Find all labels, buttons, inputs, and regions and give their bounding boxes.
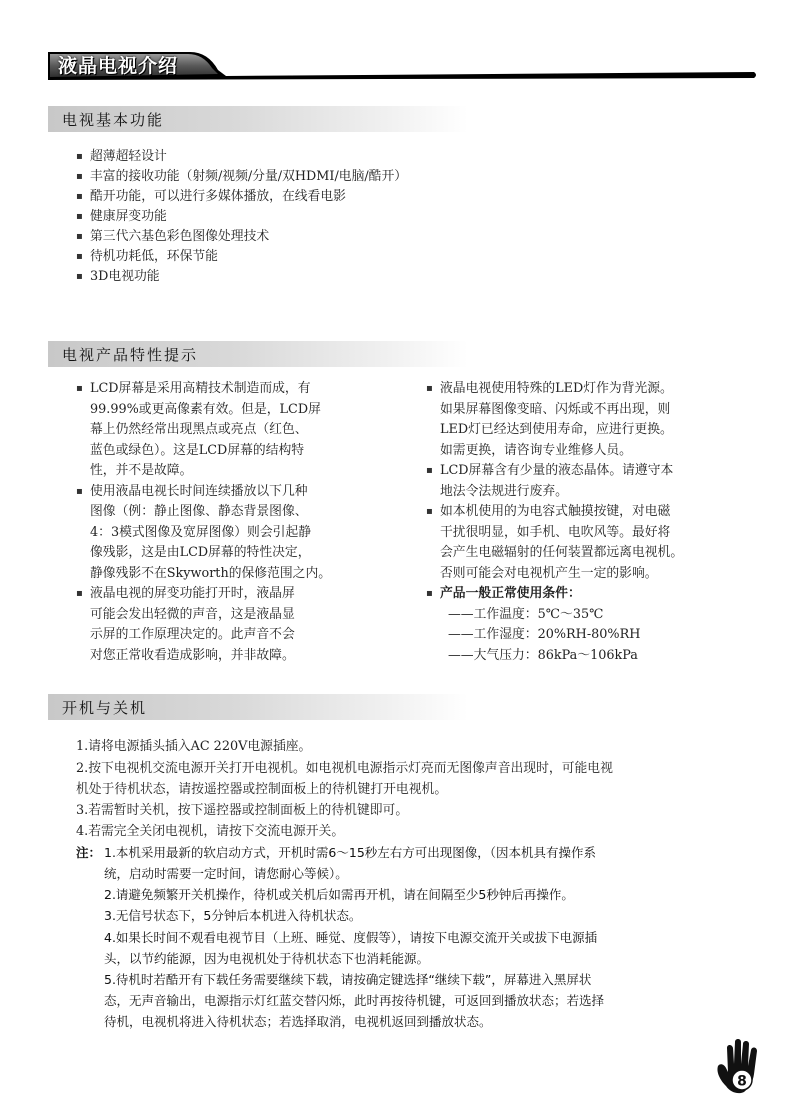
list-item: ▪ LCD屏幕是采用高精技术制造而成，有: [76, 379, 331, 400]
basic-feature-list: [76, 147, 407, 287]
list-item-line: 对您正常收看造成影响，并非故障。: [90, 647, 295, 663]
list-item: ▪ 使用液晶电视长时间连续播放以下几种: [76, 482, 331, 503]
step-item: 2.按下电视机交流电源开关打开电视机。如电视机电源指示灯亮而无图像声音出现时，可能电视: [76, 761, 613, 776]
list-item-line: 99.99%或更高像素有效。但是，LCD屏: [90, 401, 321, 417]
list-item-line: 静像残影不在Skyworth的保修范围之内。: [90, 565, 332, 581]
hand-icon: [712, 1036, 768, 1096]
list-item-line: 会产生电磁辐射的任何装置都远离电视机。: [440, 545, 684, 560]
features-left-column: [76, 379, 331, 666]
note-item: 5.待机时若酷开有下载任务需要继续下载，请按确定键选择“继续下载”，屏幕进入黑屏状: [104, 972, 592, 987]
list-item-line: 可能会发出轻微的声音，这是液晶显: [90, 606, 295, 622]
list-item-line: 图像（例：静止图像、静态背景图像、: [90, 504, 308, 519]
list-item: ▪ 液晶电视的屏变功能打开时，液晶屏: [76, 584, 331, 605]
list-item: ▪ 如本机使用的为电容式触摸按键，对电磁: [426, 502, 683, 523]
condition-item: ——工作湿度：20%RH-80%RH: [448, 627, 641, 642]
list-item-line: 性，并不是故障。: [90, 463, 193, 478]
list-item-line: 否则可能会对电视机产生一定的影响。: [440, 565, 658, 581]
step-item: 4.若需完全关闭电视机，请按下交流电源开关。: [76, 824, 345, 839]
section-header-power: [48, 694, 468, 720]
list-item: ▪ 3D电视功能: [76, 267, 407, 287]
section-header-features: [48, 341, 468, 367]
section-title: 电视产品特性提示: [62, 346, 199, 364]
list-item: ▪ 超薄超轻设计: [76, 147, 407, 167]
list-item-line: 幕上仍然经常出现黑点或亮点（红色、: [90, 422, 308, 437]
condition-item: ——工作温度：5℃～35℃: [448, 606, 604, 622]
list-item-line: 如需更换，请咨询专业维修人员。: [440, 442, 632, 458]
list-item: ▪ 液晶电视使用特殊的LED灯作为背光源。: [426, 379, 683, 400]
note-item: 2.请避免频繁开关机操作，待机或关机后如需再开机，请在间隔至少5秒钟后再操作。: [104, 887, 574, 902]
conditions-title: ▪ 产品一般正常使用条件：: [426, 584, 683, 605]
list-item: ▪ 丰富的接收功能（射频/视频/分量/双HDMI/电脑/酷开）: [76, 167, 407, 187]
section-title: 开机与关机: [62, 699, 148, 717]
step-item: 3.若需暂时关机，按下遥控器或控制面板上的待机键即可。: [76, 803, 409, 818]
note-label: 注：: [76, 845, 102, 860]
note-item: 1.本机采用最新的软启动方式，开机时需6～15秒左右方可出现图像，（因本机具有操作系: [104, 845, 597, 860]
list-item-line: 像残影，这是由LCD屏幕的特性决定，: [90, 545, 311, 560]
page-title: 液晶电视介绍: [58, 55, 179, 77]
section-title: 电视基本功能: [62, 111, 165, 129]
list-item-line: 蓝色或绿色）。这是LCD屏幕的结构特: [90, 442, 305, 458]
note-item: 统，启动时需要一定时间，请您耐心等候）。: [104, 866, 348, 881]
step-item: 机处于待机状态，请按遥控器或控制面板上的待机键打开电视机。: [76, 782, 448, 797]
condition-item: ——大气压力：86kPa～106kPa: [448, 647, 638, 663]
features-right-column: [426, 379, 683, 666]
list-item: ▪ 第三代六基色彩色图像处理技术: [76, 227, 407, 247]
list-item-line: LED灯已经达到使用寿命，应进行更换。: [440, 422, 673, 437]
page-number: 8: [737, 1073, 747, 1090]
list-item: ▪ LCD屏幕含有少量的液态晶体。请遵守本: [426, 461, 683, 482]
note-item: 待机，电视机将进入待机状态；若选择取消，电视机返回到播放状态。: [104, 1014, 492, 1029]
note-item: 4.如果长时间不观看电视节目（上班、睡觉、度假等），请按下电源交流开关或拔下电源插: [104, 930, 598, 945]
step-item: 1.请将电源插头插入AC 220V电源插座。: [76, 739, 312, 754]
list-item-line: 如果屏幕图像变暗、闪烁或不再出现，则: [440, 401, 671, 417]
note-item: 态，无声音输出，电源指示灯红蓝交替闪烁，此时再按待机键，可返回到播放状态；若选择: [104, 993, 605, 1008]
list-item: ▪ 健康屏变功能: [76, 207, 407, 227]
note-item: 头，以节约能源，因为电视机处于待机状态下也消耗能源。: [104, 951, 430, 966]
list-item-line: 干扰很明显，如手机、电吹风等。最好将: [440, 524, 671, 540]
list-item-line: 4：3模式图像及宽屏图像）则会引起静: [90, 524, 312, 540]
list-item: ▪ 酷开功能，可以进行多媒体播放，在线看电影: [76, 187, 407, 207]
list-item: ▪ 待机功耗低，环保节能: [76, 247, 407, 267]
note-item: 3.无信号状态下，5分钟后本机进入待机状态。: [104, 908, 362, 923]
section-header-basic: [48, 106, 468, 132]
list-item-line: 地法令法规进行废弃。: [440, 483, 568, 499]
list-item-line: 示屏的工作原理决定的。此声音不会: [90, 627, 295, 642]
